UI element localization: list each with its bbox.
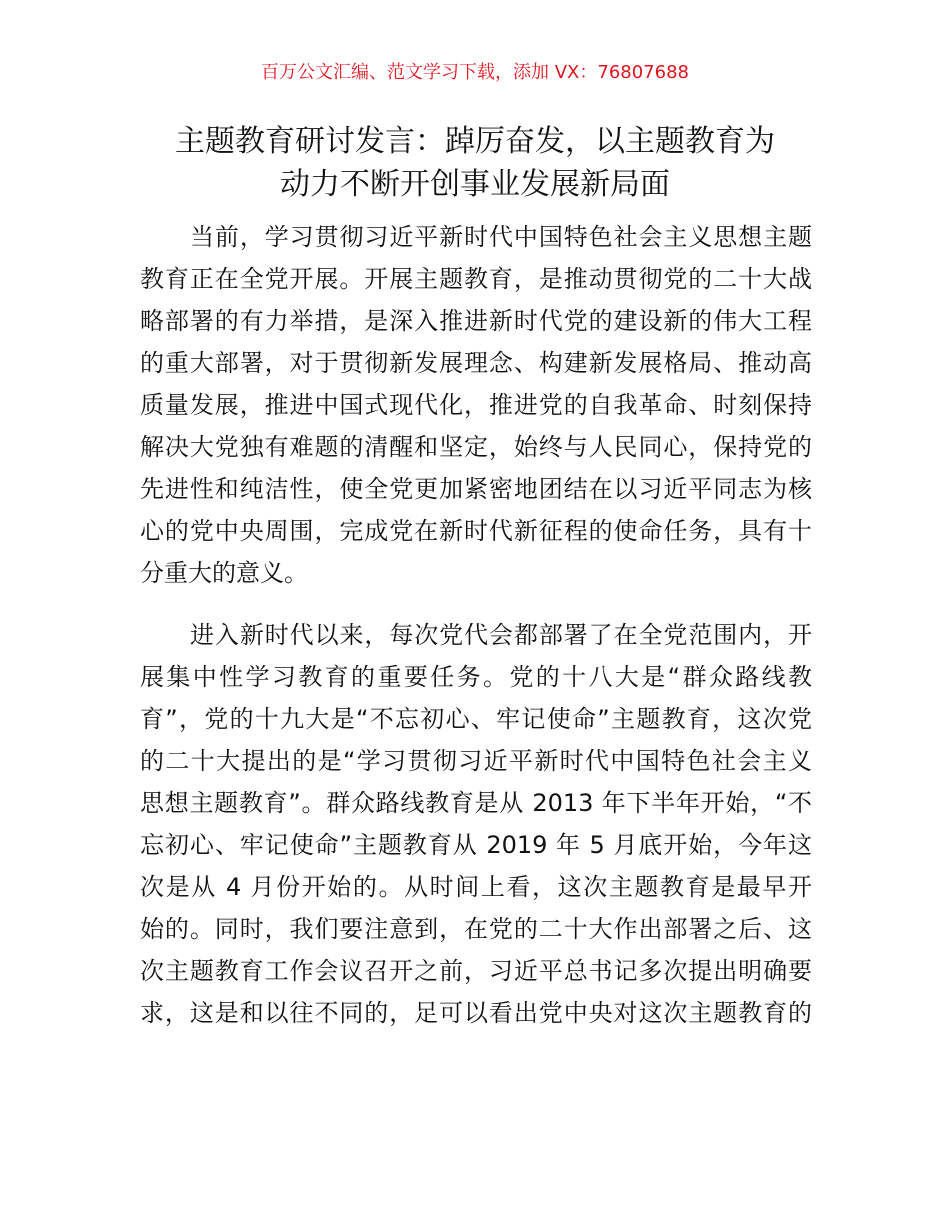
paragraph-line: 的二十大提出的是“学习贯彻习近平新时代中国特色社会主义 (140, 747, 812, 775)
paragraph-2 (140, 614, 812, 1034)
paragraph-line: 次主题教育工作会议召开之前，习近平总书记多次提出明确要 (140, 957, 812, 985)
paragraph-line: 分重大的意义。 (140, 559, 308, 587)
paragraph-line: 求，这是和以往不同的，足可以看出党中央对这次主题教育的 (140, 999, 812, 1027)
paragraph-line: 先进性和纯洁性，使全党更加紧密地团结在以习近平同志为核 (140, 475, 812, 503)
paragraph-line: 始的。同时，我们要注意到，在党的二十大作出部署之后、这 (140, 915, 812, 943)
paragraph-line: 忘初心、牢记使命”主题教育从 2019 年 5 月底开始，今年这 (140, 831, 812, 859)
paragraph-line: 展集中性学习教育的重要任务。党的十八大是“群众路线教 (140, 663, 812, 691)
paragraph-line: 教育正在全党开展。开展主题教育，是推动贯彻党的二十大战 (140, 265, 812, 293)
paragraph-line: 的重大部署，对于贯彻新发展理念、构建新发展格局、推动高 (140, 349, 812, 377)
paragraph-line: 当前，学习贯彻习近平新时代中国特色社会主义思想主题 (190, 223, 812, 251)
paragraph-line: 思想主题教育”。群众路线教育是从 2013 年下半年开始，“不 (140, 789, 812, 817)
paragraph-line: 进入新时代以来，每次党代会都部署了在全党范围内，开 (190, 621, 812, 649)
paragraph-line: 育”，党的十九大是“不忘初心、牢记使命”主题教育，这次党 (140, 705, 812, 733)
watermark-header: 百万公文汇编、范文学习下载，添加 VX：76807688 (261, 62, 689, 83)
paragraph-line: 解决大党独有难题的清醒和坚定，始终与人民同心，保持党的 (140, 433, 812, 461)
paragraph-line: 次是从 4 月份开始的。从时间上看，这次主题教育是最早开 (140, 873, 812, 901)
paragraph-line: 略部署的有力举措，是深入推进新时代党的建设新的伟大工程 (140, 307, 812, 335)
paragraph-1 (140, 216, 812, 594)
paragraph-line: 心的党中央周围，完成党在新时代新征程的使命任务，具有十 (140, 517, 812, 545)
document-title-line-2: 动力不断开创事业发展新局面 (280, 167, 670, 202)
paragraph-line: 质量发展，推进中国式现代化，推进党的自我革命、时刻保持 (140, 391, 812, 419)
document-title-line-1: 主题教育研讨发言：踔厉奋发，以主题教育为 (175, 124, 775, 159)
